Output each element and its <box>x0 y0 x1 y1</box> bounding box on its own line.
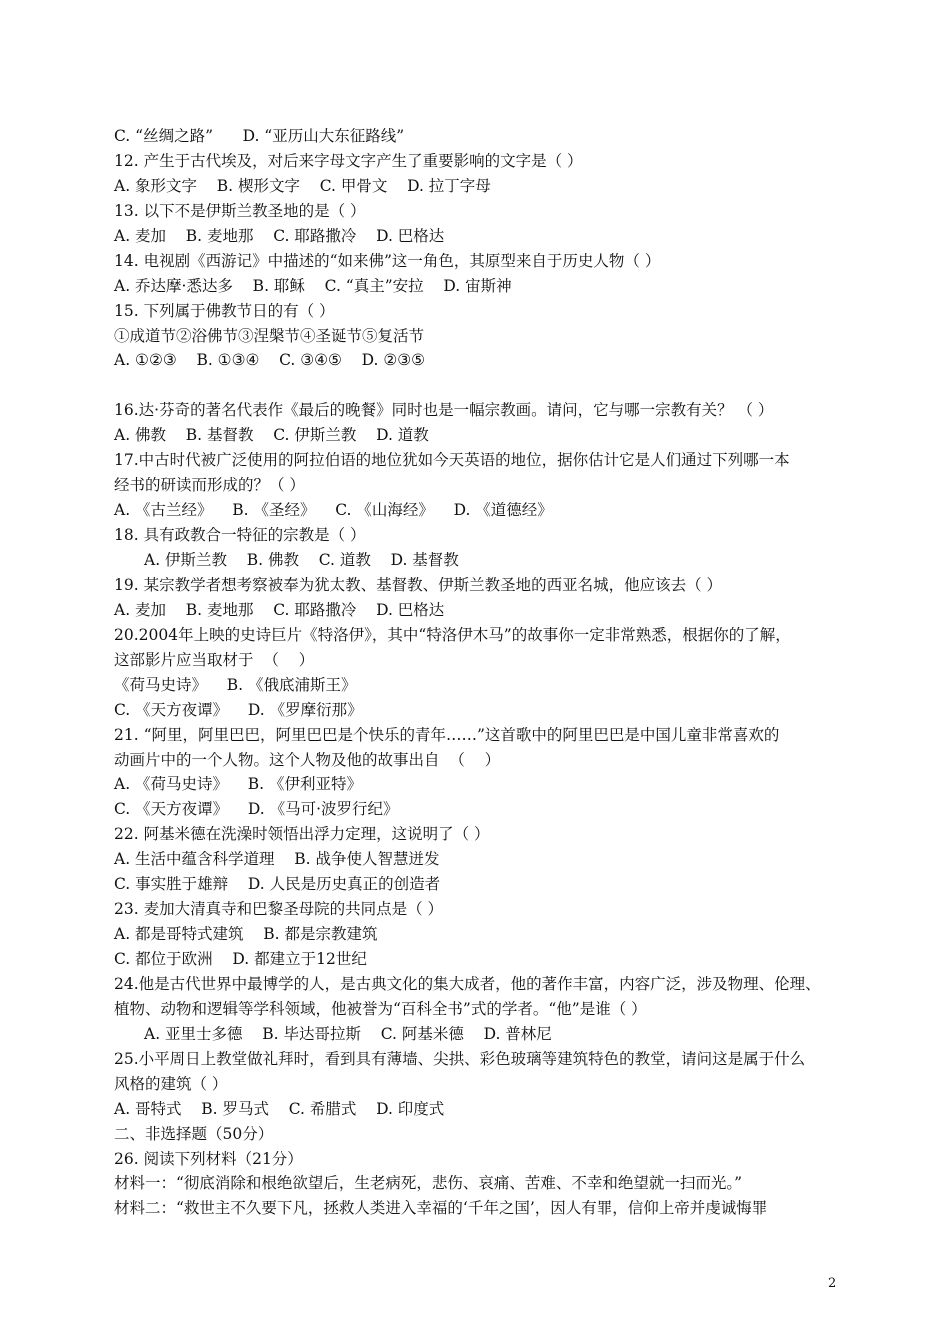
question-26: 26. 阅读下列材料（21分） <box>114 1149 303 1168</box>
question-23: 23. 麦加大清真寺和巴黎圣母院的共同点是（ ） <box>114 900 444 919</box>
options-24: A. 亚里士多德 B. 毕达哥拉斯 C. 阿基米德 D. 普林尼 <box>144 1024 552 1043</box>
question-24-cont: 植物、动物和逻辑等学科领域，他被誉为“百科全书”式的学者。“他”是谁（ ） <box>114 999 647 1018</box>
options-22-a: A. 生活中蕴含科学道理 B. 战争使人智慧迸发 <box>114 850 440 869</box>
question-24: 24.他是古代世界中最博学的人，是古典文化的集大成者，他的著作丰富，内容广泛，涉及物理、伦理、 <box>114 974 821 993</box>
question-16: 16.达·芬奇的著名代表作《最后的晚餐》同时也是一幅宗教画。请问，它与哪一宗教有关？ （ ） <box>114 401 774 420</box>
exam-page-content <box>114 124 842 1221</box>
question-19: 19. 某宗教学者想考察被奉为犹太教、基督教、伊斯兰教圣地的西亚名城，他应该去（ ） <box>114 575 723 594</box>
question-13: 13. 以下不是伊斯兰教圣地的是（ ） <box>114 201 366 220</box>
options-18: A. 伊斯兰教 B. 佛教 C. 道教 D. 基督教 <box>144 551 459 569</box>
question-21-cont: 动画片中的一个人物。这个人物及他的故事出自 （ ） <box>114 750 501 769</box>
options-22-b: C. 事实胜于雄辩 D. 人民是历史真正的创造者 <box>114 875 441 894</box>
material-2: 材料二：“救世主不久要下凡，拯救人类进入幸福的‘千年之国’，因人有罪，信仰上帝并虔诚悔罪 <box>114 1199 768 1218</box>
options-20-a: 《荷马史诗》 B. 《俄底浦斯王》 <box>114 675 357 694</box>
options-21-a: A. 《荷马史诗》 B. 《伊利亚特》 <box>114 775 363 794</box>
options-17: A. 《古兰经》 B. 《圣经》 C. 《山海经》 D. 《道德经》 <box>114 501 553 520</box>
options-19: A. 麦加 B. 麦地那 C. 耶路撒冷 D. 巴格达 <box>114 600 445 619</box>
options-13: A. 麦加 B. 麦地那 C. 耶路撒冷 D. 巴格达 <box>114 226 445 245</box>
question-17: 17.中古时代被广泛使用的阿拉伯语的地位犹如今天英语的地位，据你估计它是人们通过下列哪一本 <box>114 451 790 470</box>
question-25-cont: 风格的建筑（ ） <box>114 1074 228 1093</box>
question-21: 21. “阿里，阿里巴巴，阿里巴巴是个快乐的青年……”这首歌中的阿里巴巴是中国儿童非常喜欢的 <box>114 725 780 744</box>
options-23-a: A. 都是哥特式建筑 B. 都是宗教建筑 <box>114 925 378 944</box>
section-heading: 二、非选择题（50分） <box>114 1124 274 1143</box>
page-number: 2 <box>828 1276 837 1291</box>
options-23-b: C. 都位于欧洲 D. 都建立于12世纪 <box>114 950 367 968</box>
options-16: A. 佛教 B. 基督教 C. 伊斯兰教 D. 道教 <box>114 426 429 445</box>
material-1: 材料一：“彻底消除和根绝欲望后，生老病死，悲伤、哀痛、苦难、不幸和绝望就一扫而光。” <box>114 1174 743 1193</box>
question-17-cont: 经书的研读而形成的？（ ） <box>114 476 305 495</box>
question-25: 25.小平周日上教堂做礼拜时，看到具有薄墙、尖拱、彩色玻璃等建筑特色的教堂，请问这是属于什么 <box>114 1049 806 1068</box>
options-20-b: C. 《天方夜谭》 D. 《罗摩衍那》 <box>114 700 363 719</box>
question-20-cont: 这部影片应当取材于 （ ） <box>114 650 315 669</box>
options-21-b: C. 《天方夜谭》 D. 《马可·波罗行纪》 <box>114 800 399 819</box>
question-12: 12. 产生于古代埃及，对后来字母文字产生了重要影响的文字是（ ） <box>114 151 583 170</box>
options-25: A. 哥特式 B. 罗马式 C. 希腊式 D. 印度式 <box>114 1099 445 1118</box>
question-15: 15. 下列属于佛教节日的有（ ） <box>114 301 335 320</box>
question-22: 22. 阿基米德在洗澡时领悟出浮力定理，这说明了（ ） <box>114 825 490 844</box>
question-14: 14. 电视剧《西游记》中描述的“如来佛”这一角色，其原型来自于历史人物（ ） <box>114 251 661 270</box>
options-12: A. 象形文字 B. 楔形文字 C. 甲骨文 D. 拉丁字母 <box>114 176 491 195</box>
question-20: 20.2004年上映的史诗巨片《特洛伊》，其中“特洛伊木马”的故事你一定非常熟悉，根据你的了解， <box>114 625 791 644</box>
options-14: A. 乔达摩·悉达多 B. 耶稣 C. “真主”安拉 D. 宙斯神 <box>114 276 512 295</box>
question-15-items: ①成道节②浴佛节③涅槃节④圣诞节⑤复活节 <box>114 326 425 345</box>
options-15: A. ①②③ B. ①③④ C. ③④⑤ D. ②③⑤ <box>114 351 426 370</box>
question-18: 18. 具有政教合一特征的宗教是（ ） <box>114 526 366 545</box>
option-line: C. “丝绸之路” D. “亚历山大东征路线” <box>114 127 405 145</box>
blank-line <box>114 373 842 398</box>
